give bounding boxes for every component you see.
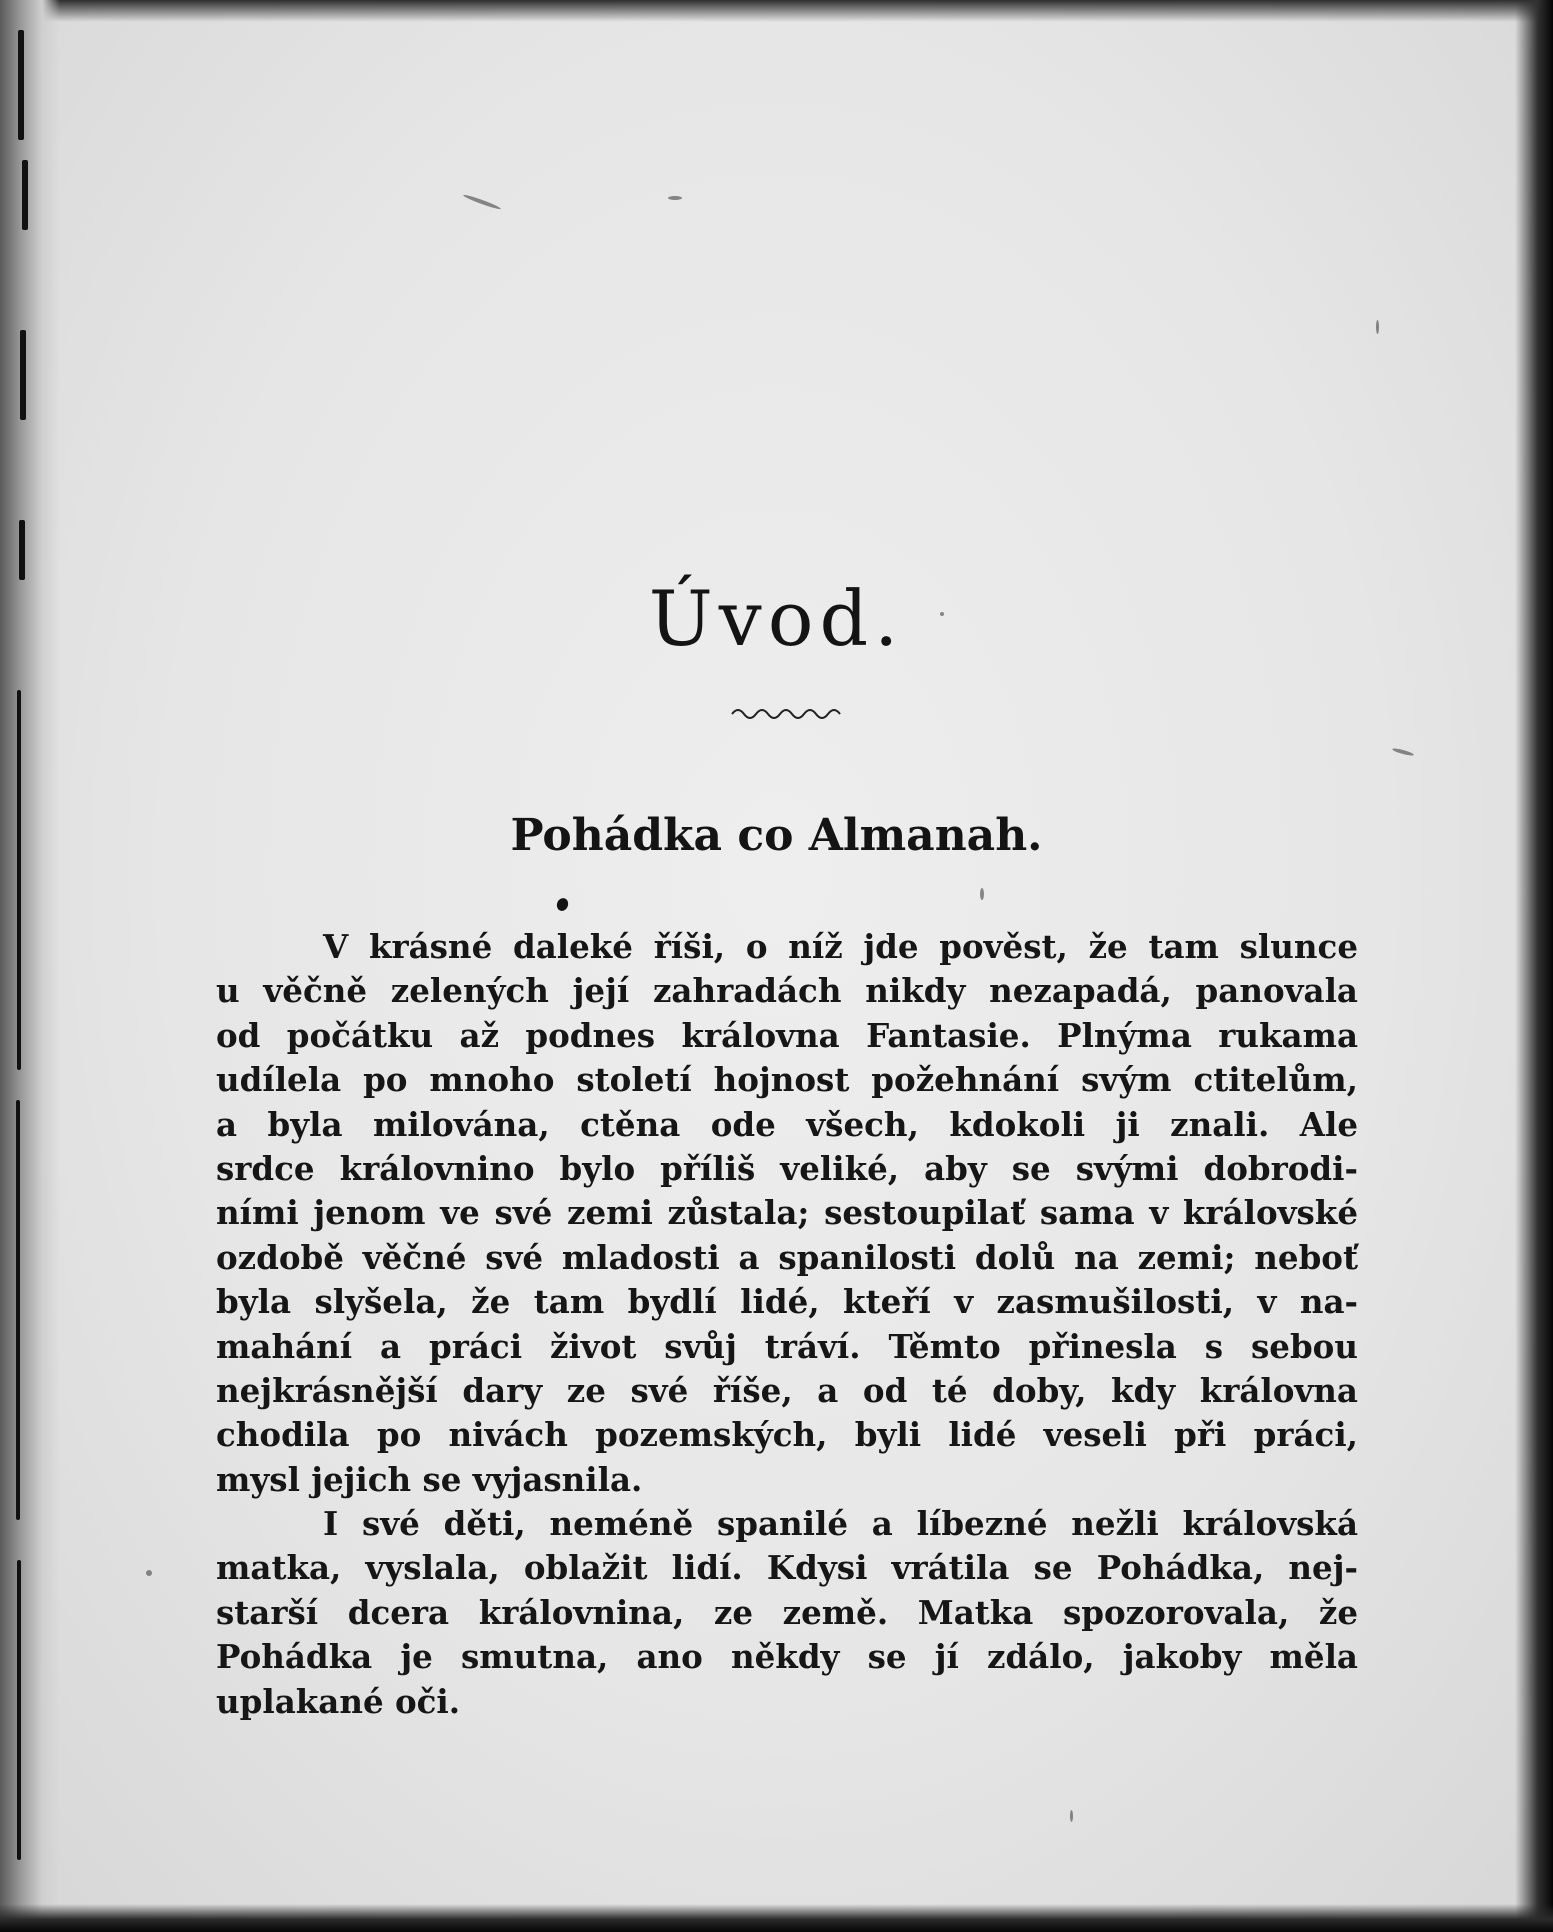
spine-mark — [19, 520, 25, 580]
text-line: ními jenom ve své zemi zůstala; sestoupilať sama v královské — [216, 1193, 1358, 1233]
paper-speck — [1070, 1810, 1073, 1822]
page-edge-right — [1515, 0, 1553, 1932]
spine-mark — [22, 160, 28, 230]
page-title: Úvod. — [648, 574, 905, 663]
ink-dot — [555, 897, 570, 913]
paper-speck — [463, 193, 502, 210]
spine-mark — [20, 330, 26, 420]
text-line: od počátku až podnes královna Fantasie. Plnýma rukama — [216, 1015, 1358, 1055]
text-line: uplakané oči. — [216, 1681, 461, 1721]
chapter-subtitle: Pohádka co Almanah. — [510, 810, 1043, 861]
spine-mark — [17, 1560, 21, 1860]
paper-speck — [980, 888, 984, 900]
text-line: srdce královnino bylo příliš veliké, aby se svými dobrodi- — [216, 1148, 1358, 1188]
text-line: ozdobě věčné své mladosti a spanilosti dolů na zemi; neboť — [216, 1237, 1358, 1277]
text-line: Pohádka je smutna, ano někdy se jí zdálo, jakoby měla — [216, 1637, 1358, 1677]
text-line: udílela po mnoho století hojnost požehnání svým ctitelům, — [216, 1060, 1358, 1100]
page-edge-bottom — [0, 1904, 1553, 1932]
text-line: a byla milována, ctěna ode všech, kdokoli ji znali. Ale — [216, 1104, 1358, 1144]
spine-mark — [18, 30, 24, 140]
text-line: matka, vyslala, oblažit lidí. Kdysi vrátila se Pohádka, nej- — [216, 1548, 1358, 1588]
paragraph — [216, 925, 1358, 1502]
text-line: mahání a práci život svůj tráví. Těmto přinesla s sebou — [216, 1326, 1358, 1366]
text-line: I své děti, neméně spanilé a líbezné nežli královská — [323, 1504, 1358, 1544]
text-line: mysl jejich se vyjasnila. — [216, 1459, 643, 1499]
spine-mark — [16, 1100, 20, 1520]
title-ornament — [730, 704, 845, 720]
body-text — [216, 925, 1358, 1724]
page-edge-top — [0, 0, 1553, 22]
text-line: starší dcera královnina, ze země. Matka spozorovala, že — [216, 1592, 1358, 1632]
text-line: V krásné daleké říši, o níž jde pověst, že tam slunce — [323, 927, 1358, 966]
page-edge-left — [0, 0, 60, 1932]
text-line: byla slyšela, že tam bydlí lidé, kteří v zasmušilosti, v na- — [216, 1282, 1358, 1322]
text-line: nejkrásnější dary ze své říše, a od té doby, kdy královna — [216, 1370, 1358, 1410]
paper-speck — [1376, 320, 1379, 334]
text-line: u věčně zelených její zahradách nikdy nezapadá, panovala — [216, 971, 1358, 1011]
paper-speck — [146, 1570, 152, 1576]
paper-speck — [668, 196, 682, 200]
paper-speck — [1392, 747, 1414, 757]
text-line: chodila po nivách pozemských, byli lidé veseli při práci, — [216, 1415, 1358, 1455]
spine-mark — [17, 690, 21, 1070]
paragraph — [216, 1502, 1358, 1724]
